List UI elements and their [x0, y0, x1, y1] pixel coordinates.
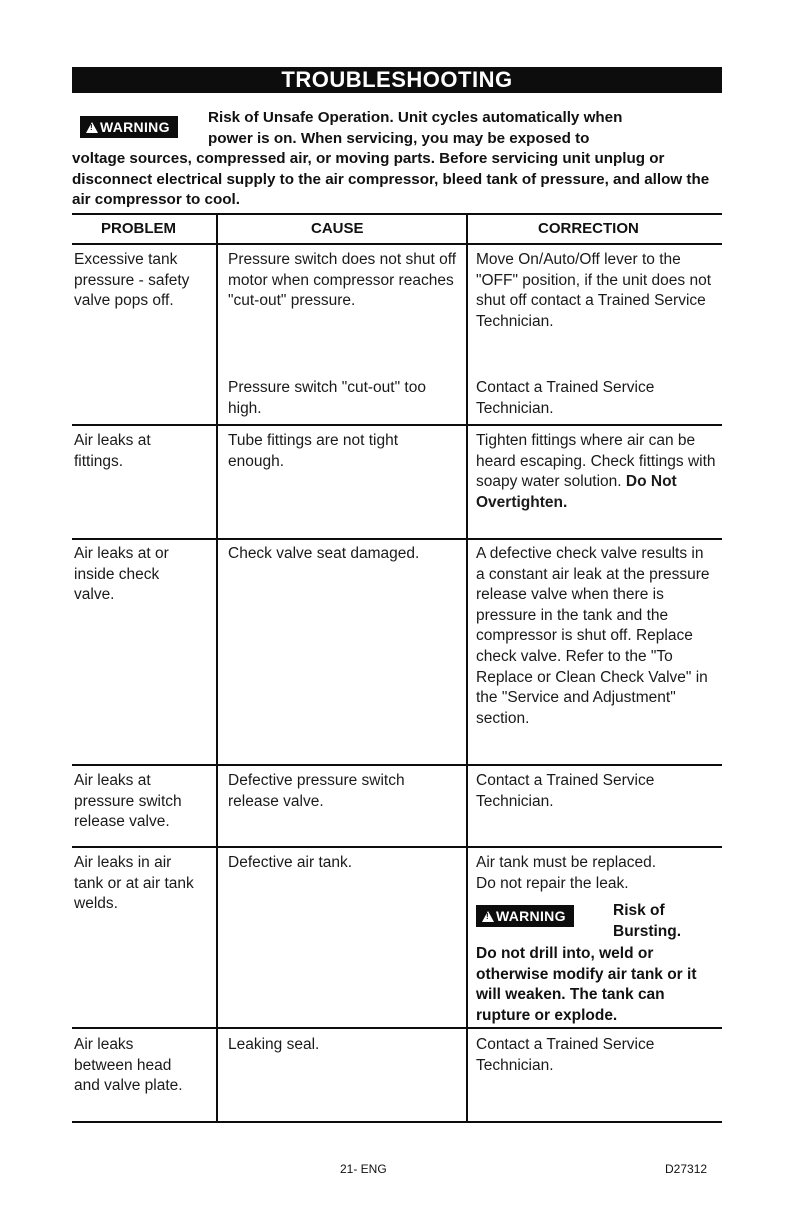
header-problem: PROBLEM: [101, 220, 176, 237]
column-divider-2: [466, 215, 468, 1122]
row2-cause: Tube fittings are not tight enough.: [228, 432, 399, 470]
row2-correction-bold: Do Not Overtighten.: [476, 473, 677, 511]
header-cause: CAUSE: [311, 220, 364, 237]
row5-problem: Air leaks in air tank or at air tank welds.: [74, 854, 194, 913]
warning-triangle-icon: [86, 122, 98, 133]
row1-correction2: Contact a Trained Service Technician.: [476, 379, 655, 417]
row2-problem: Air leaks at fittings.: [74, 432, 151, 470]
intro-body: voltage sources, compressed air, or moving parts. Before servicing unit unplug or disconnect electrical supply to the air compressor, bleed tank of pressure, and allow the air compressor to cool.: [72, 150, 710, 208]
row4-problem: Air leaks at pressure switch release valve.: [74, 772, 182, 831]
row-rule: [72, 1027, 722, 1029]
row1-cause2: Pressure switch "cut-out" too high.: [228, 379, 426, 417]
row-rule: [72, 538, 722, 540]
row6-cause: Leaking seal.: [228, 1036, 320, 1053]
risk-of-bursting: Risk of Bursting.: [613, 902, 682, 940]
intro-line2: power is on. When servicing, you may be exposed to: [208, 129, 590, 147]
row4-correction: Contact a Trained Service Technician.: [476, 772, 655, 810]
page-title: TROUBLESHOOTING: [72, 67, 722, 93]
intro-lead: Risk of Unsafe Operation. Unit cycles automatically when: [208, 109, 623, 126]
row3-cause: Check valve seat damaged.: [228, 545, 420, 562]
row3-correction: A defective check valve results in a constant air leak at the pressure release valve when there is pressure in the tank and the compressor is shut off. Replace check valve. Refer to the "To Replace or Clean Check Valve" in the "Service and Adjustment" section.: [476, 545, 710, 727]
warning-badge: !WARNING: [476, 905, 574, 927]
warning-triangle-icon: [482, 911, 494, 922]
row-rule: [72, 424, 722, 426]
row5-correction: Air tank must be replaced. Do not repair the leak.: [476, 854, 657, 892]
row1-correction: Move On/Auto/Off lever to the "OFF" position, if the unit does not shut off contact a Trained Service Technician.: [476, 251, 712, 330]
row1-problem: Excessive tank pressure - safety valve pops off.: [74, 251, 190, 310]
table-bottom-rule: [72, 1121, 722, 1123]
row5-cause: Defective air tank.: [228, 854, 353, 871]
bursting-warning-text: Do not drill into, weld or otherwise modify air tank or it will weaken. The tank can rupture or explode.: [476, 945, 697, 1024]
header-rule: [72, 243, 722, 245]
row6-problem: Air leaks between head and valve plate.: [74, 1036, 183, 1095]
row6-correction: Contact a Trained Service Technician.: [476, 1036, 655, 1074]
row1-cause: Pressure switch does not shut off motor when compressor reaches "cut-out" pressure.: [228, 251, 457, 310]
row2-correction: Tighten fittings where air can be heard escaping. Check fittings with soapy water solution. Do Not Overtighten.: [476, 432, 716, 511]
warning-badge: !WARNING: [80, 116, 178, 139]
page-number: 21- ENG: [340, 1162, 387, 1176]
table-top-rule: [72, 213, 722, 215]
header-correction: CORRECTION: [538, 220, 639, 237]
row3-problem: Air leaks at or inside check valve.: [74, 545, 169, 604]
row-rule: [72, 764, 722, 766]
column-divider-1: [216, 215, 218, 1122]
row4-cause: Defective pressure switch release valve.: [228, 772, 405, 810]
row-rule: [72, 846, 722, 848]
document-code: D27312: [665, 1162, 708, 1176]
